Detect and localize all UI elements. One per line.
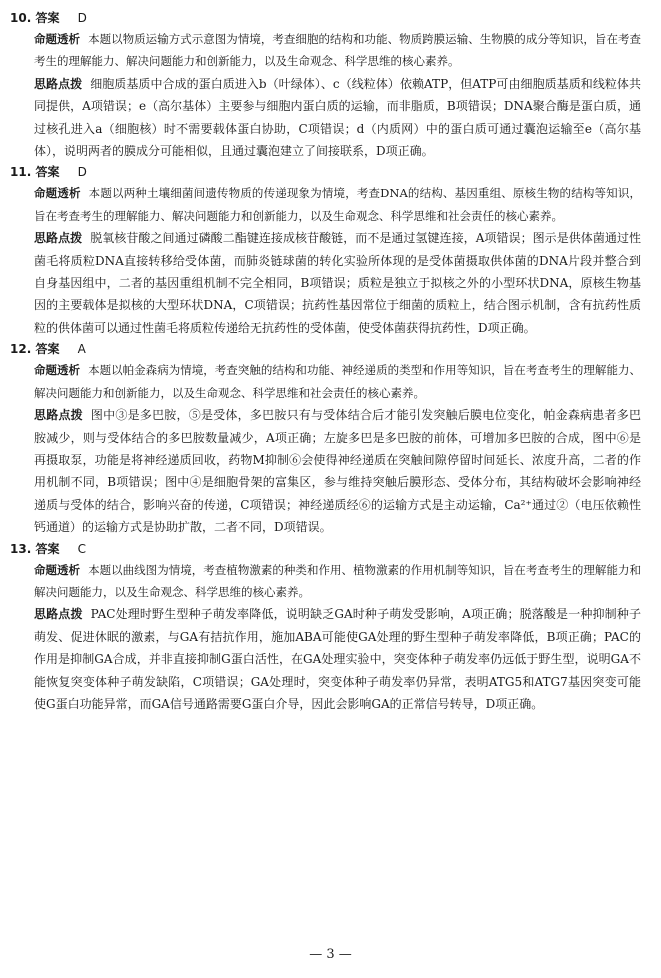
analysis-label: 命题透析 <box>34 32 81 46</box>
hint-text: 图中③是多巴胺，⑤是受体，多巴胺只有与受体结合后才能引发突触后膜电位变化，帕金森病患者多巴胺减少，则与受体结合的多巴胺数量减少，A项正确；左旋多巴是多巴胺的前体，可增加多巴胺的合成，图中⑥是再摄取泵，功能是将神经递质回收，药物M抑制⑥会使得神经递质在突触间隙停留时间延长、浓度升高，二者的作用机制不同，B项错误；图中④是细胞骨架的富集区，参与维持突触后膜形态、受体分布，其结构破坏会影响神经递质与受体的结合，影响兴奋的传递，C项错误；神经递质经⑥的运输方式是主动运输，Ca²⁺通过②（电压依赖性钙通道）的运输方式是协助扩散，二者不同，D项错误。 <box>34 408 641 535</box>
question-number: 10. <box>10 11 32 25</box>
analysis-label: 命题透析 <box>34 562 81 577</box>
analysis-text: 本题以两种土壤细菌间遗传物质的传递现象为情境，考查DNA的结构、基因重组、原核生物的结构等知识，旨在考查考生的理解能力、解决问题能力和创新能力，以及生命观念、科学思维和社会责任的核心素养。 <box>34 186 641 223</box>
analysis-text: 本题以帕金森病为情境，考查突触的结构和功能、神经递质的类型和作用等知识，旨在考查考生的理解能力、解决问题能力和创新能力，以及生命观念、科学思维和社会责任的核心素养。 <box>34 363 641 400</box>
question-11 <box>10 162 641 339</box>
question-header <box>10 339 641 359</box>
question-10 <box>10 8 641 162</box>
analysis-paragraph <box>10 359 641 404</box>
answer-label: 答案 <box>35 165 60 180</box>
analysis-paragraph <box>10 28 641 73</box>
hint-paragraph <box>10 603 641 715</box>
analysis-paragraph <box>10 559 641 604</box>
answer-label: 答案 <box>35 11 60 25</box>
answer-value: D <box>77 165 87 180</box>
hint-paragraph <box>10 404 641 538</box>
answer-value: A <box>77 342 86 357</box>
hint-paragraph <box>10 73 641 163</box>
hint-text: PAC处理时野生型种子萌发率降低，说明缺乏GA时种子萌发受影响，A项正确；脱落酸是一种抑制种子萌发、促进休眠的激素，与GA有拮抗作用，施加ABA可能使GA处理的野生型种子萌发率降低，B项正确；PAC的作用是抑制GA合成，并非直接抑制G蛋白活性，在GA处理实验中，突变体种子萌发率仍远低于野生型，说明GA不能恢复突变体种子萌发缺陷，C项错误；GA处理时，突变体种子萌发率仍异常，表明ATG5和ATG7基因突变可能使G蛋白功能异常，而GA信号通路需要G蛋白介导，因此会影响GA的正常信号转导，D项正确。 <box>34 607 641 711</box>
hint-label: 思路点拨 <box>34 76 83 91</box>
answer-label: 答案 <box>35 342 60 357</box>
analysis-label: 命题透析 <box>34 363 81 378</box>
question-12 <box>10 339 641 538</box>
question-13 <box>10 539 641 716</box>
answer-value: C <box>77 541 87 556</box>
question-number: 13. <box>10 541 32 556</box>
hint-text: 脱氧核苷酸之间通过磷酸二酯键连接成核苷酸链，而不是通过氢键连接，A项错误；图示是供体菌通过性菌毛将质粒DNA直接转移给受体菌，而肺炎链球菌的转化实验所体现的是受体菌摄取供体菌的DNA片段并整合到自身基因组中，二者的基因重组机制不完全相同，B项错误；质粒是独立于拟核之外的小型环状DNA，原核生物基因的主要载体是拟核的大型环状DNA，C项错误；抗药性基因常位于细菌的质粒上，结合图示机制，含有抗药性质粒的供体菌可以通过性菌毛将质粒传递给无抗药性的受体菌，使受体菌获得抗药性，D项正确。 <box>34 231 641 335</box>
analysis-text: 本题以曲线图为情境，考查植物激素的种类和作用、植物激素的作用机制等知识，旨在考查考生的理解能力和解决问题能力，以及生命观念、科学思维的核心素养。 <box>34 562 641 599</box>
answer-value: D <box>77 11 87 25</box>
answer-label: 答案 <box>35 541 60 556</box>
analysis-label: 命题透析 <box>34 186 81 201</box>
hint-label: 思路点拨 <box>34 408 83 423</box>
hint-label: 思路点拨 <box>34 231 83 246</box>
analysis-paragraph <box>10 182 641 227</box>
hint-text: 细胞质基质中合成的蛋白质进入b（叶绿体）、c（线粒体）依赖ATP，但ATP可由细胞质基质和线粒体共同提供，A项错误；e（高尔基体）主要参与细胞内蛋白质的运输，而非脂质，B项错误；DNA聚合酶是蛋白质，通过核孔进入a（细胞核）时不需要载体蛋白协助，C项错误；d（内质网）中的蛋白质可通过囊泡运输至e（高尔基体），说明两者的膜成分可能相似，且通过囊泡建立了间接联系，D项正确。 <box>34 76 641 159</box>
page-number: — 3 — <box>309 947 352 962</box>
hint-paragraph <box>10 227 641 339</box>
question-header <box>10 8 641 28</box>
question-number: 11. <box>10 165 32 180</box>
question-header <box>10 539 641 559</box>
hint-label: 思路点拨 <box>34 607 83 622</box>
analysis-text: 本题以物质运输方式示意图为情境，考查细胞的结构和功能、物质跨膜运输、生物膜的成分等知识，旨在考查考生的理解能力、解决问题能力和创新能力，以及生命观念、科学思维的核心素养。 <box>34 32 641 69</box>
question-header <box>10 162 641 182</box>
question-number: 12. <box>10 342 32 357</box>
